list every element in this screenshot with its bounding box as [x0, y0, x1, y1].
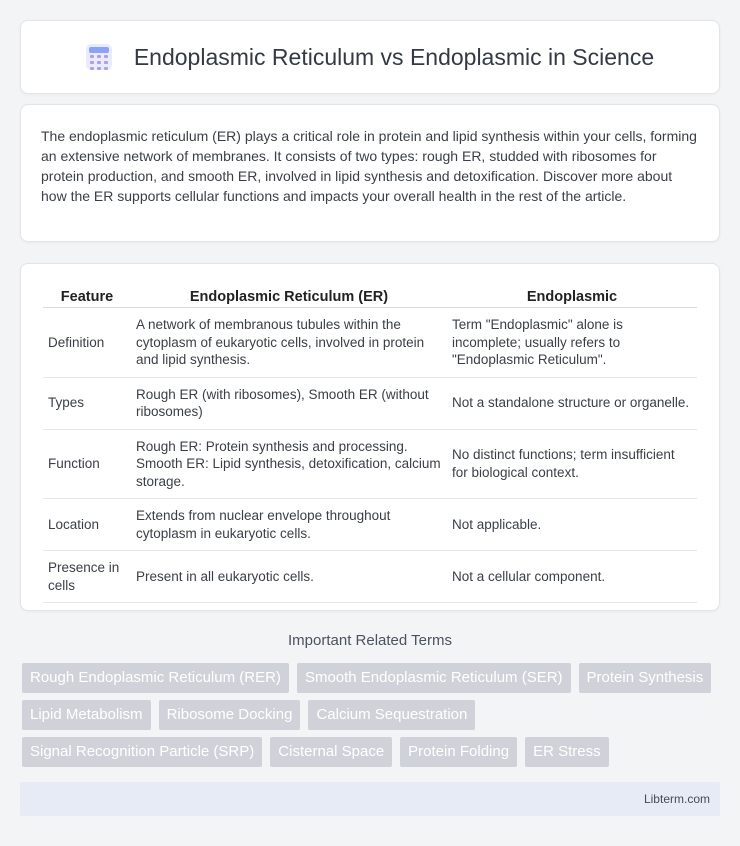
footer-bar — [20, 782, 720, 816]
comparison-table — [43, 286, 697, 603]
comparison-table-card — [20, 263, 720, 611]
table-row — [43, 377, 697, 429]
table-cell: Present in all eukaryotic cells. — [131, 551, 447, 603]
calendar-grid-icon — [86, 44, 112, 70]
related-terms-list — [22, 663, 722, 767]
header-card — [20, 20, 720, 94]
related-term-tag[interactable]: Protein Synthesis — [579, 663, 712, 693]
related-terms-title: Important Related Terms — [288, 632, 452, 649]
header-endoplasmic: Endoplasmic — [447, 286, 697, 308]
table-cell: No distinct functions; term insufficient for biological context. — [447, 429, 697, 499]
table-cell: Rough ER (with ribosomes), Smooth ER (without ribosomes) — [131, 377, 447, 429]
related-term-tag[interactable]: Cisternal Space — [270, 737, 392, 767]
related-term-tag[interactable]: Lipid Metabolism — [22, 700, 151, 730]
table-cell: A network of membranous tubules within the cytoplasm of eukaryotic cells, involved in protein and lipid synthesis. — [131, 308, 447, 378]
table-cell: Term "Endoplasmic" alone is incomplete; usually refers to "Endoplasmic Reticulum". — [447, 308, 697, 378]
table-row — [43, 499, 697, 551]
table-cell: Extends from nuclear envelope throughout cytoplasm in eukaryotic cells. — [131, 499, 447, 551]
header-feature: Feature — [43, 286, 131, 308]
table-header-row — [43, 286, 697, 308]
table-cell: Not a cellular component. — [447, 551, 697, 603]
table-cell: Types — [43, 377, 131, 429]
table-cell: Not a standalone structure or organelle. — [447, 377, 697, 429]
related-term-tag[interactable]: Rough Endoplasmic Reticulum (RER) — [22, 663, 289, 693]
table-cell: Presence in cells — [43, 551, 131, 603]
table-row — [43, 429, 697, 499]
page-title: Endoplasmic Reticulum vs Endoplasmic in Science — [133, 43, 655, 70]
table-row — [43, 308, 697, 378]
related-term-tag[interactable]: ER Stress — [525, 737, 609, 767]
table-cell: Function — [43, 429, 131, 499]
related-term-tag[interactable]: Smooth Endoplasmic Reticulum (SER) — [297, 663, 571, 693]
footer-brand[interactable]: Libterm.com — [643, 792, 710, 806]
related-term-tag[interactable]: Signal Recognition Particle (SRP) — [22, 737, 262, 767]
table-row — [43, 551, 697, 603]
table-cell: Not applicable. — [447, 499, 697, 551]
table-cell: Definition — [43, 308, 131, 378]
intro-card — [20, 104, 720, 242]
table-cell: Rough ER: Protein synthesis and processing. Smooth ER: Lipid synthesis, detoxification, calcium storage. — [131, 429, 447, 499]
table-cell: Location — [43, 499, 131, 551]
related-term-tag[interactable]: Ribosome Docking — [159, 700, 301, 730]
header-er: Endoplasmic Reticulum (ER) — [131, 286, 447, 308]
intro-text: The endoplasmic reticulum (ER) plays a critical role in protein and lipid synthesis within your cells, forming an extensive network of membranes. It consists of two types: rough ER, studded with ribosomes for protein production, and smooth ER, involved in lipid synthesis and detoxification. Discover more about how the ER supports cellular functions and impacts your overall health in the rest of the article. — [41, 128, 697, 204]
related-term-tag[interactable]: Protein Folding — [400, 737, 517, 767]
related-term-tag[interactable]: Calcium Sequestration — [308, 700, 475, 730]
